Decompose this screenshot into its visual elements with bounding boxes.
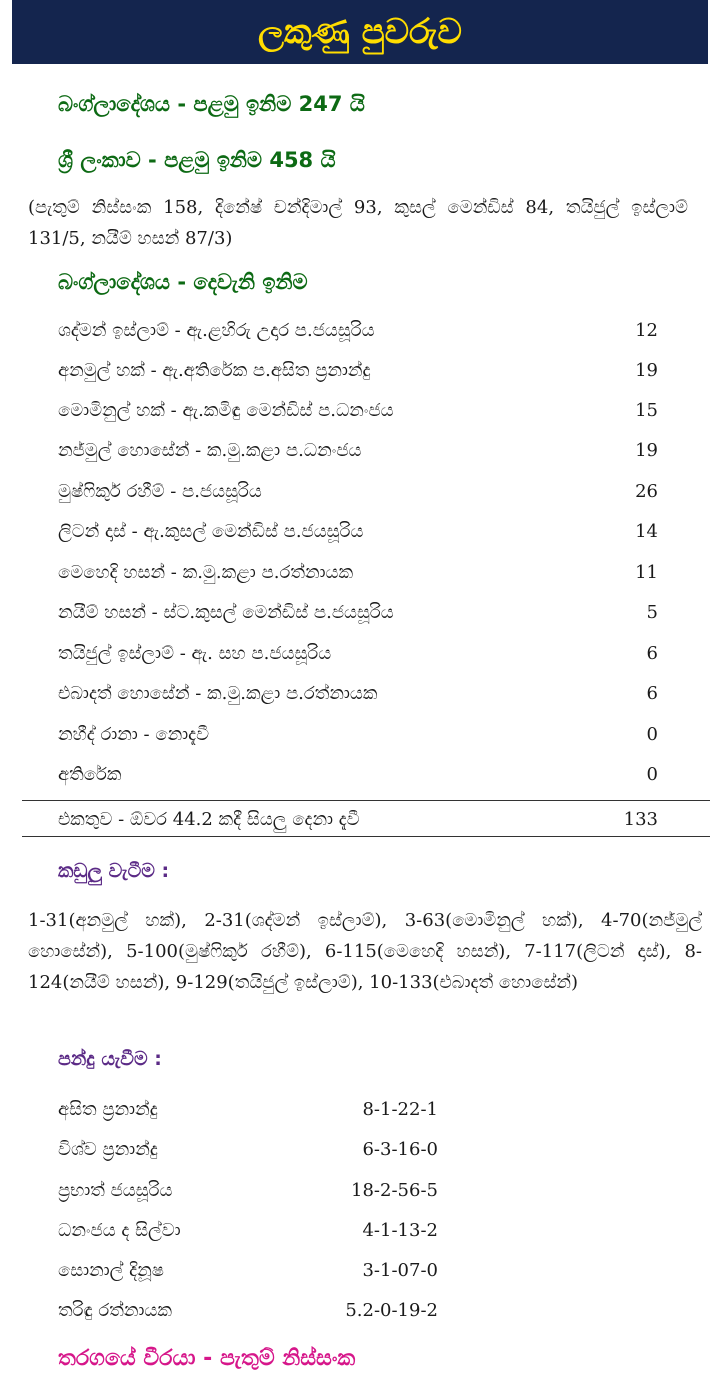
- extras-label: අතිරේක: [58, 763, 122, 785]
- bowler-figures: 3-1-07-0: [362, 1259, 438, 1281]
- player-of-the-match: තරගයේ වීරයා - පැතුම් නිස්සංක: [58, 1346, 356, 1371]
- bowling-row: [58, 1210, 438, 1250]
- fall-of-wickets-heading: කඩුලු වැටීම :: [58, 860, 170, 882]
- batting-row: [58, 430, 658, 470]
- bowler-name: සොනාල් දිනූෂ: [58, 1259, 164, 1281]
- bowler-figures: 18-2-56-5: [351, 1179, 438, 1201]
- bowler-name: ප්‍රභාත් ජයසූරිය: [58, 1179, 173, 1201]
- batter-dismissal: නයීම් හසන් - ස්ට.කුසල් මෙන්ඩිස් ප.ජයසූරිය: [58, 601, 394, 623]
- batter-runs: 19: [635, 439, 658, 461]
- batter-runs: 0: [646, 723, 658, 745]
- batter-dismissal: ලිටන් දාස් - ඇ.කුසල් මෙන්ඩිස් ප.ජයසූරිය: [58, 520, 364, 542]
- batter-dismissal: එබාදත් හොසේන් - ක.මු.කළා ප.රත්නායක: [58, 682, 378, 704]
- batting-row: [58, 592, 658, 632]
- batter-dismissal: නජ්මුල් හොසේන් - ක.මු.කළා ප.ධනංජය: [58, 439, 362, 461]
- extras-row: [58, 754, 658, 794]
- batter-dismissal: මුෂ්ෆිකුර් රහීම් - ප.ජයසූරිය: [58, 480, 262, 502]
- bowler-figures: 5.2-0-19-2: [345, 1299, 438, 1321]
- batting-row: [58, 310, 658, 350]
- bowling-row: [58, 1089, 438, 1129]
- ban-first-innings-heading: බංග්ලාදේශය - පළමු ඉනිම 247 යි: [58, 92, 365, 116]
- batting-row: [58, 390, 658, 430]
- batting-row: [58, 714, 658, 754]
- title-banner: [12, 0, 708, 64]
- batting-row: [58, 471, 658, 511]
- batter-dismissal: මොමිනුල් හක් - ඇ.කමිඳු මෙන්ඩිස් ප.ධනංජය: [58, 399, 394, 421]
- total-row: [58, 799, 658, 839]
- batting-row: [58, 511, 658, 551]
- bowling-row: [58, 1290, 438, 1330]
- batter-dismissal: මෙහෙදි හසන් - ක.මු.කළා ප.රත්නායක: [58, 561, 354, 583]
- bowler-figures: 6-3-16-0: [362, 1138, 438, 1160]
- batter-runs: 6: [646, 642, 658, 664]
- bowler-name: විශ්ව ප්‍රනාන්දු: [58, 1138, 158, 1160]
- batter-runs: 19: [635, 359, 658, 381]
- batting-row: [58, 350, 658, 390]
- batting-row: [58, 552, 658, 592]
- total-label: එකතුව - ඕවර 44.2 කදී සියලු දෙනා දැවී: [58, 808, 360, 830]
- sl-first-innings-note: (පැතුම් නිස්සංක 158, දිනේෂ් චන්දිමාල් 93, කුසල් මෙන්ඩිස් 84, තයිජුල් ඉස්ලාම් 131/5, නයීම් හසන් 87/3): [28, 197, 688, 249]
- bowler-name: අසිත ප්‍රනාන්දු: [58, 1098, 158, 1120]
- batter-runs: 15: [635, 399, 658, 421]
- bowler-figures: 4-1-13-2: [362, 1219, 438, 1241]
- total-bottom-divider: [22, 836, 710, 837]
- batter-runs: 26: [635, 480, 658, 502]
- sl-first-innings-heading: ශ්‍රී ලංකාව - පළමු ඉනිම 458 යි: [58, 148, 336, 172]
- extras-runs: 0: [646, 763, 658, 785]
- page-title: ලකුණු පුවරුව: [258, 12, 462, 52]
- ban-second-innings-heading: බංග්ලාදේශය - දෙවැනි ඉනිම: [58, 270, 308, 294]
- batter-dismissal: ශද්මන් ඉස්ලාම් - ඇ.ළහිරු උදාර ප.ජයසූරිය: [58, 319, 375, 341]
- batter-runs: 6: [646, 682, 658, 704]
- bowling-row: [58, 1129, 438, 1169]
- batter-runs: 5: [646, 601, 658, 623]
- bowler-figures: 8-1-22-1: [362, 1098, 438, 1120]
- bowler-name: තරිඳු රත්නායක: [58, 1299, 172, 1321]
- batter-runs: 11: [635, 561, 658, 583]
- batter-runs: 12: [635, 319, 658, 341]
- bowling-heading: පන්දු යැවීම :: [58, 1048, 162, 1070]
- fall-of-wickets-text: 1-31(අනමුල් හක්), 2-31(ශද්මන් ඉස්ලාම්), 3-63(මොමිනුල් හක්), 4-70(නජ්මුල් හොසේන්), 5-100(මුෂ්ෆිකුර් රහීම්), 6-115(මෙහෙදි හසන්), 7-117(ලිටන් දාස්), 8-124(නයීම් හසන්), 9-129(තයිජුල් ඉස්ලාම්), 10-133(එබාදත් හොසේන්): [28, 910, 702, 993]
- batting-row: [58, 633, 658, 673]
- batter-dismissal: තයිජුල් ඉස්ලාම් - ඇ. සහ ප.ජයසූරිය: [58, 642, 332, 664]
- bowling-row: [58, 1250, 438, 1290]
- batting-row: [58, 673, 658, 713]
- bowling-row: [58, 1170, 438, 1210]
- total-runs: 133: [623, 808, 658, 830]
- batter-dismissal: අනමුල් හක් - ඇ.අතිරේක ප.අසිත ප්‍රනාන්දු: [58, 359, 371, 381]
- batter-dismissal: නහීද් රානා - නොදැවී: [58, 723, 210, 745]
- bowler-name: ධනංජය ද සිල්වා: [58, 1219, 181, 1241]
- batter-runs: 14: [635, 520, 658, 542]
